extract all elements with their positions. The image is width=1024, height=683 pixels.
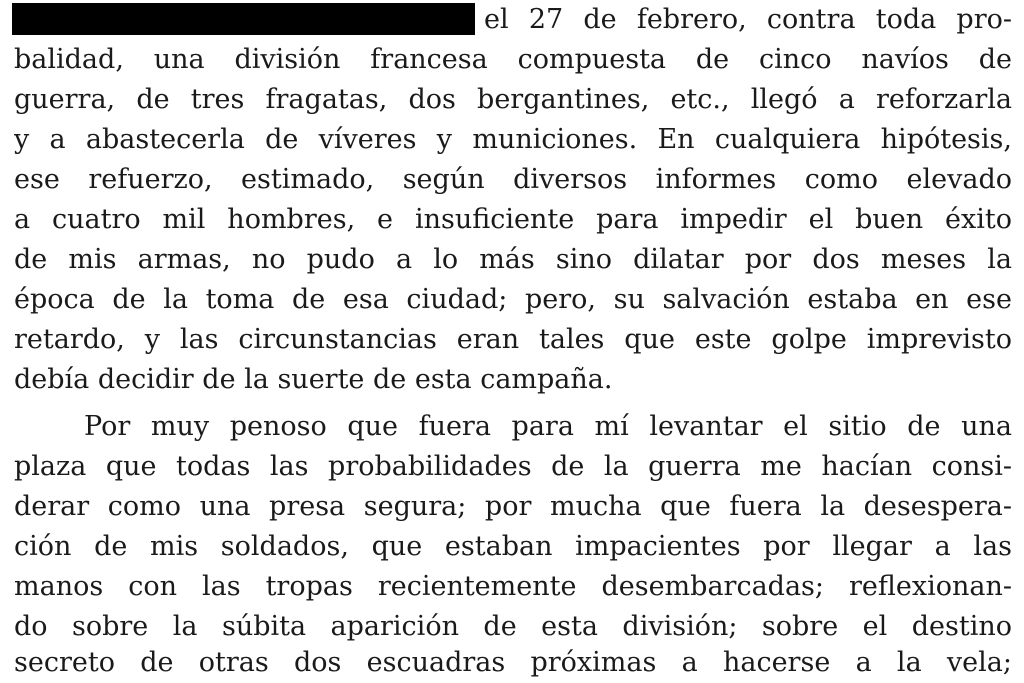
text-line: plaza que todas las probabilidades de la guerra me hacían consi- [14, 451, 1012, 482]
text-line: y a abastecerla de víveres y municiones. En cualquiera hipótesis, [14, 124, 1012, 155]
text-line: ción de mis soldados, que estaban impacientes por llegar a las [14, 531, 1012, 562]
text-line: época de la toma de esa ciudad; pero, su salvación estaba en ese [14, 284, 1012, 315]
text-line: retardo, y las circunstancias eran tales que este golpe imprevisto [14, 324, 1012, 355]
text-line: Por muy penoso que fuera para mí levantar el sitio de una [84, 411, 1012, 442]
text-line: secreto de otras dos escuadras próximas a hacerse a la vela; [14, 647, 1012, 678]
text-line: balidad, una división francesa compuesta de cinco navíos de [14, 44, 1012, 75]
text-line: ese refuerzo, estimado, según diversos informes como elevado [14, 164, 1012, 195]
text-line: derar como una presa segura; por mucha que fuera la desespera- [14, 491, 1012, 522]
redaction-bar [12, 3, 475, 35]
text-line: do sobre la súbita aparición de esta división; sobre el destino [14, 611, 1012, 642]
text-line: guerra, de tres fragatas, dos bergantines, etc., llegó a reforzarla [14, 84, 1012, 115]
text-line: a cuatro mil hombres, e insuficiente para impedir el buen éxito [14, 204, 1012, 235]
text-line: manos con las tropas recientemente desembarcadas; reflexionan- [14, 571, 1012, 602]
text-line: debía decidir de la suerte de esta campaña. [14, 364, 613, 395]
text-line: el 27 de febrero, contra toda pro- [484, 4, 1012, 35]
text-line: de mis armas, no pudo a lo más sino dilatar por dos meses la [14, 244, 1012, 275]
